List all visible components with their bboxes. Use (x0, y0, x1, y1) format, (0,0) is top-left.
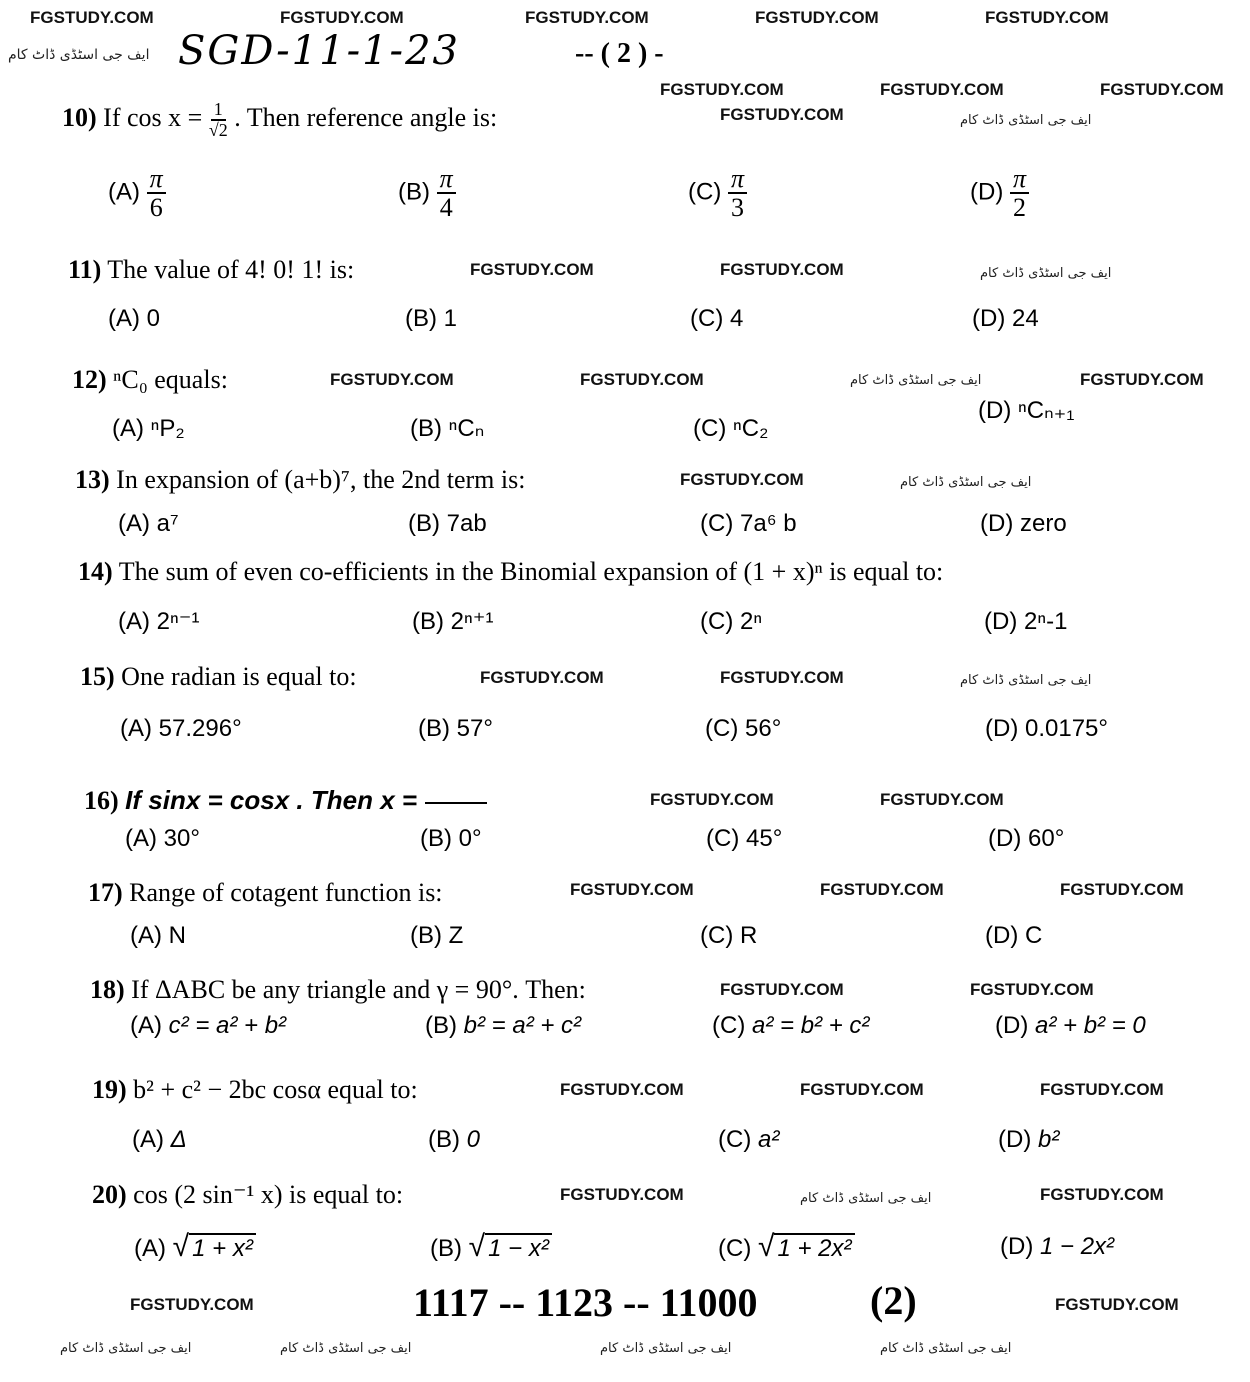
option-letter: (C) (712, 1012, 746, 1039)
question-10 (62, 100, 497, 140)
numerator: π (437, 165, 456, 194)
option-a[interactable] (134, 1230, 256, 1263)
fraction (1010, 165, 1029, 222)
option-a[interactable] (120, 715, 242, 743)
option-letter: (B) (425, 1012, 457, 1039)
paper-code-footer: 1117 -- 1123 -- 11000 (413, 1280, 758, 1325)
option-letter: (D) (988, 825, 1022, 852)
option-letter: (D) (972, 305, 1006, 332)
site-watermark: FGSTUDY.COM (560, 1185, 684, 1204)
option-b[interactable] (410, 922, 463, 950)
option-text: C (1025, 922, 1043, 949)
question-number: 20) (92, 1180, 127, 1209)
option-d[interactable] (1000, 1233, 1114, 1261)
site-watermark: FGSTUDY.COM (330, 370, 454, 389)
question-number: 15) (80, 662, 115, 691)
option-a[interactable] (118, 510, 179, 538)
question-number: 14) (78, 557, 113, 586)
question-text: If sinx = cosx . Then x = (125, 785, 418, 815)
question-number: 10) (62, 102, 97, 132)
option-text: zero (1020, 510, 1067, 537)
option-letter: (B) (418, 715, 450, 742)
fraction (147, 165, 166, 222)
option-text: 45° (746, 825, 783, 852)
site-watermark: FGSTUDY.COM (720, 668, 844, 687)
option-letter: (B) (412, 608, 444, 635)
question-text: b² + c² − 2bc cosα equal to: (133, 1075, 418, 1104)
option-text: 1 − 2x² (1040, 1233, 1115, 1260)
question-text-tail: . Then reference angle is: (234, 102, 498, 132)
option-d[interactable] (980, 510, 1067, 538)
denominator: 3 (731, 193, 745, 223)
option-b[interactable] (408, 510, 487, 538)
option-c[interactable] (693, 415, 768, 443)
site-watermark: FGSTUDY.COM (1100, 80, 1224, 99)
option-letter: (D) (998, 1126, 1032, 1153)
question-number: 12) (72, 365, 107, 394)
question-text: Range of cotagent function is: (129, 878, 443, 907)
option-text: ⁿP₂ (150, 415, 185, 442)
option-text: 7a⁶ b (740, 510, 797, 537)
denominator: 4 (439, 193, 453, 223)
site-watermark: FGSTUDY.COM (650, 790, 774, 809)
option-text: 60° (1028, 825, 1065, 852)
urdu-watermark: ایف جی اسٹڈی ڈاٹ کام (900, 475, 1032, 490)
option-text: 2ⁿ⁻¹ (156, 608, 200, 635)
option-text: ⁿC₂ (733, 415, 769, 442)
site-watermark: FGSTUDY.COM (1080, 370, 1204, 389)
option-text: ⁿCₙ₊₁ (1018, 397, 1075, 424)
option-text: ⁿCₙ (448, 415, 485, 442)
numerator: π (728, 165, 747, 194)
option-a[interactable] (125, 825, 200, 853)
site-watermark: FGSTUDY.COM (680, 470, 804, 489)
option-text: a² + b² = 0 (1035, 1012, 1146, 1039)
option-letter: (B) (410, 922, 442, 949)
option-letter: (B) (430, 1235, 462, 1262)
urdu-watermark: ایف جی اسٹڈی ڈاٹ کام (880, 1341, 1012, 1356)
option-a[interactable] (112, 415, 185, 443)
site-watermark: FGSTUDY.COM (580, 370, 704, 389)
question-20 (92, 1180, 403, 1210)
option-letter: (A) (108, 305, 140, 332)
option-text: 56° (745, 715, 782, 742)
site-watermark: FGSTUDY.COM (1040, 1080, 1164, 1099)
question-text: The value of 4! 0! 1! is: (107, 255, 355, 284)
site-watermark: FGSTUDY.COM (880, 790, 1004, 809)
option-a[interactable] (130, 1012, 286, 1040)
option-letter: (A) (125, 825, 157, 852)
option-b[interactable] (418, 715, 493, 743)
site-watermark: FGSTUDY.COM (470, 260, 594, 279)
option-c[interactable] (718, 1230, 855, 1263)
option-text: 2ⁿ-1 (1024, 608, 1068, 635)
option-letter: (D) (980, 510, 1014, 537)
question-12 (72, 365, 228, 395)
option-text: b² = a² + c² (463, 1012, 582, 1039)
site-watermark: FGSTUDY.COM (30, 8, 154, 27)
option-letter: (D) (985, 715, 1019, 742)
option-b[interactable] (430, 1230, 552, 1263)
question-text: In expansion of (a+b)⁷, the 2nd term is: (116, 465, 526, 494)
option-letter: (A) (130, 1012, 162, 1039)
site-watermark: FGSTUDY.COM (720, 260, 844, 279)
site-watermark: FGSTUDY.COM (570, 880, 694, 899)
option-b[interactable] (425, 1012, 581, 1040)
option-letter: (C) (700, 510, 734, 537)
denominator: 2 (1013, 193, 1027, 223)
option-text: 2ⁿ⁺¹ (450, 608, 494, 635)
urdu-watermark: ایف جی اسٹڈی ڈاٹ کام (800, 1191, 932, 1206)
urdu-watermark: ایف جی اسٹڈی ڈاٹ کام (960, 113, 1092, 128)
question-text: One radian is equal to: (121, 662, 357, 691)
question-text: cos (2 sin⁻¹ x) is equal to: (133, 1180, 404, 1209)
square-root: √ 1 + x² (173, 1233, 256, 1263)
site-watermark: FGSTUDY.COM (1060, 880, 1184, 899)
option-c[interactable] (712, 1012, 869, 1040)
option-text: 0 (146, 305, 161, 332)
option-text: 2ⁿ (740, 608, 763, 635)
numerator: 1 (211, 100, 226, 121)
question-number: 18) (90, 975, 125, 1004)
site-watermark: FGSTUDY.COM (525, 8, 649, 27)
fraction (437, 165, 456, 222)
option-letter: (A) (112, 415, 144, 442)
option-letter: (A) (118, 510, 150, 537)
option-c[interactable] (700, 510, 797, 538)
site-watermark: FGSTUDY.COM (820, 880, 944, 899)
site-watermark: FGSTUDY.COM (660, 80, 784, 99)
option-letter: (A) (118, 608, 150, 635)
site-watermark: FGSTUDY.COM (280, 8, 404, 27)
option-letter: (B) (408, 510, 440, 537)
option-letter: (B) (428, 1126, 460, 1153)
square-root: √ 1 − x² (469, 1233, 552, 1263)
handwritten-paper-code: SGD-11-1-23 (178, 28, 460, 74)
option-letter: (D) (985, 922, 1019, 949)
square-root: √ 1 + 2x² (758, 1233, 855, 1263)
option-letter: (C) (693, 415, 727, 442)
option-d[interactable] (972, 305, 1039, 333)
option-text: 24 (1012, 305, 1039, 332)
question-13 (75, 465, 525, 495)
site-watermark: FGSTUDY.COM (800, 1080, 924, 1099)
option-c[interactable] (700, 922, 757, 950)
option-letter: (B) (420, 825, 452, 852)
question-19 (92, 1075, 418, 1105)
option-letter: (D) (970, 178, 1004, 206)
fraction (728, 165, 747, 222)
question-text: ⁿC₀ equals: (113, 365, 228, 394)
option-b[interactable] (410, 415, 484, 443)
option-text: 1 (443, 305, 458, 332)
site-watermark: FGSTUDY.COM (880, 80, 1004, 99)
site-watermark: FGSTUDY.COM (1040, 1185, 1164, 1204)
option-text: a² = b² + c² (752, 1012, 870, 1039)
option-text: R (740, 922, 758, 949)
option-b[interactable] (428, 1126, 480, 1154)
option-a[interactable] (132, 1126, 187, 1154)
question-number: 16) (84, 786, 119, 815)
option-a[interactable] (130, 922, 186, 950)
footer-page-number: (2) (870, 1278, 917, 1323)
option-letter: (C) (718, 1235, 752, 1262)
option-text: b² (1038, 1126, 1060, 1153)
denominator: √2 (208, 119, 228, 140)
option-letter: (B) (398, 178, 430, 206)
option-letter: (B) (405, 305, 437, 332)
site-watermark: FGSTUDY.COM (130, 1295, 254, 1314)
option-letter: (D) (984, 608, 1018, 635)
option-text: 7ab (446, 510, 487, 537)
site-watermark: FGSTUDY.COM (720, 105, 844, 124)
option-d[interactable] (985, 715, 1108, 743)
option-d[interactable] (995, 1012, 1146, 1040)
option-text: c² = a² + b² (168, 1012, 287, 1039)
option-letter: (D) (995, 1012, 1029, 1039)
urdu-watermark: ایف جی اسٹڈی ڈاٹ کام (60, 1341, 192, 1356)
question-11 (68, 255, 354, 285)
question-17 (88, 878, 443, 908)
site-watermark: FGSTUDY.COM (1055, 1295, 1179, 1314)
site-watermark: FGSTUDY.COM (560, 1080, 684, 1099)
option-letter: (C) (706, 825, 740, 852)
site-watermark: FGSTUDY.COM (970, 980, 1094, 999)
option-text: a² (758, 1126, 780, 1153)
urdu-watermark: ایف جی اسٹڈی ڈاٹ کام (980, 266, 1112, 281)
option-d[interactable] (978, 397, 1074, 425)
option-text: Δ (170, 1126, 187, 1153)
option-letter: (C) (705, 715, 739, 742)
option-text: 57° (456, 715, 493, 742)
urdu-watermark: ایف جی اسٹڈی ڈاٹ کام (280, 1341, 412, 1356)
site-watermark: FGSTUDY.COM (755, 8, 879, 27)
option-c[interactable] (690, 305, 743, 333)
option-c[interactable] (706, 825, 782, 853)
question-16 (84, 785, 487, 816)
option-text: 0 (466, 1126, 481, 1153)
option-c[interactable] (700, 608, 762, 636)
option-text: 30° (163, 825, 200, 852)
option-letter: (D) (1000, 1233, 1034, 1260)
option-text: 57.296° (158, 715, 242, 742)
question-text: The sum of even co-efficients in the Binomial expansion of (1 + x)ⁿ is equal to: (118, 557, 944, 586)
option-text: N (168, 922, 187, 949)
option-letter: (C) (718, 1126, 752, 1153)
question-14 (78, 557, 943, 587)
site-watermark: FGSTUDY.COM (985, 8, 1109, 27)
option-text: 4 (730, 305, 744, 332)
option-letter: (A) (108, 178, 140, 206)
option-a[interactable] (108, 305, 160, 333)
option-text: Z (448, 922, 464, 949)
question-number: 19) (92, 1075, 127, 1104)
site-watermark: FGSTUDY.COM (480, 668, 604, 687)
fraction (209, 100, 228, 140)
option-c[interactable] (718, 1126, 779, 1154)
option-d[interactable] (998, 1126, 1059, 1154)
option-text: 1 − x² (485, 1233, 552, 1262)
option-c[interactable] (688, 165, 747, 222)
option-b[interactable] (398, 165, 456, 222)
option-letter: (D) (978, 397, 1012, 424)
option-d[interactable] (988, 825, 1064, 853)
question-15 (80, 662, 357, 692)
question-number: 17) (88, 878, 123, 907)
option-text: 1 + x² (189, 1233, 256, 1262)
page-number: -- ( 2 ) - (575, 38, 664, 69)
answer-blank (425, 802, 487, 804)
urdu-watermark: ایف جی اسٹڈی ڈاٹ کام (600, 1341, 732, 1356)
question-number: 11) (68, 255, 102, 284)
option-d[interactable] (970, 165, 1029, 222)
option-b[interactable] (405, 305, 457, 333)
option-letter: (C) (700, 608, 734, 635)
option-letter: (C) (700, 922, 734, 949)
option-text: 0.0175° (1025, 715, 1109, 742)
option-text: 1 + 2x² (774, 1233, 854, 1262)
question-text: If ΔABC be any triangle and γ = 90°. Then: (131, 975, 586, 1004)
option-text: a⁷ (156, 510, 179, 537)
question-text: If cos x = (103, 102, 209, 132)
urdu-watermark: ایف جی اسٹڈی ڈاٹ کام (850, 373, 982, 388)
denominator: 6 (149, 193, 163, 223)
option-d[interactable] (984, 608, 1067, 636)
option-letter: (A) (120, 715, 152, 742)
urdu-watermark: ایف جی اسٹڈی ڈاٹ کام (960, 673, 1092, 688)
option-letter: (A) (134, 1235, 166, 1262)
question-number: 13) (75, 465, 110, 494)
option-a[interactable] (108, 165, 166, 222)
site-watermark: FGSTUDY.COM (720, 980, 844, 999)
option-text: 0° (458, 825, 482, 852)
option-letter: (C) (690, 305, 724, 332)
option-letter: (A) (130, 922, 162, 949)
option-c[interactable] (705, 715, 781, 743)
numerator: π (147, 165, 166, 194)
numerator: π (1010, 165, 1029, 194)
urdu-watermark: ایف جی اسٹڈی ڈاٹ کام (8, 47, 150, 63)
option-b[interactable] (420, 825, 482, 853)
option-a[interactable] (118, 608, 199, 636)
question-18 (90, 975, 586, 1005)
option-d[interactable] (985, 922, 1042, 950)
option-b[interactable] (412, 608, 493, 636)
option-letter: (C) (688, 178, 722, 206)
option-letter: (A) (132, 1126, 164, 1153)
option-letter: (B) (410, 415, 442, 442)
